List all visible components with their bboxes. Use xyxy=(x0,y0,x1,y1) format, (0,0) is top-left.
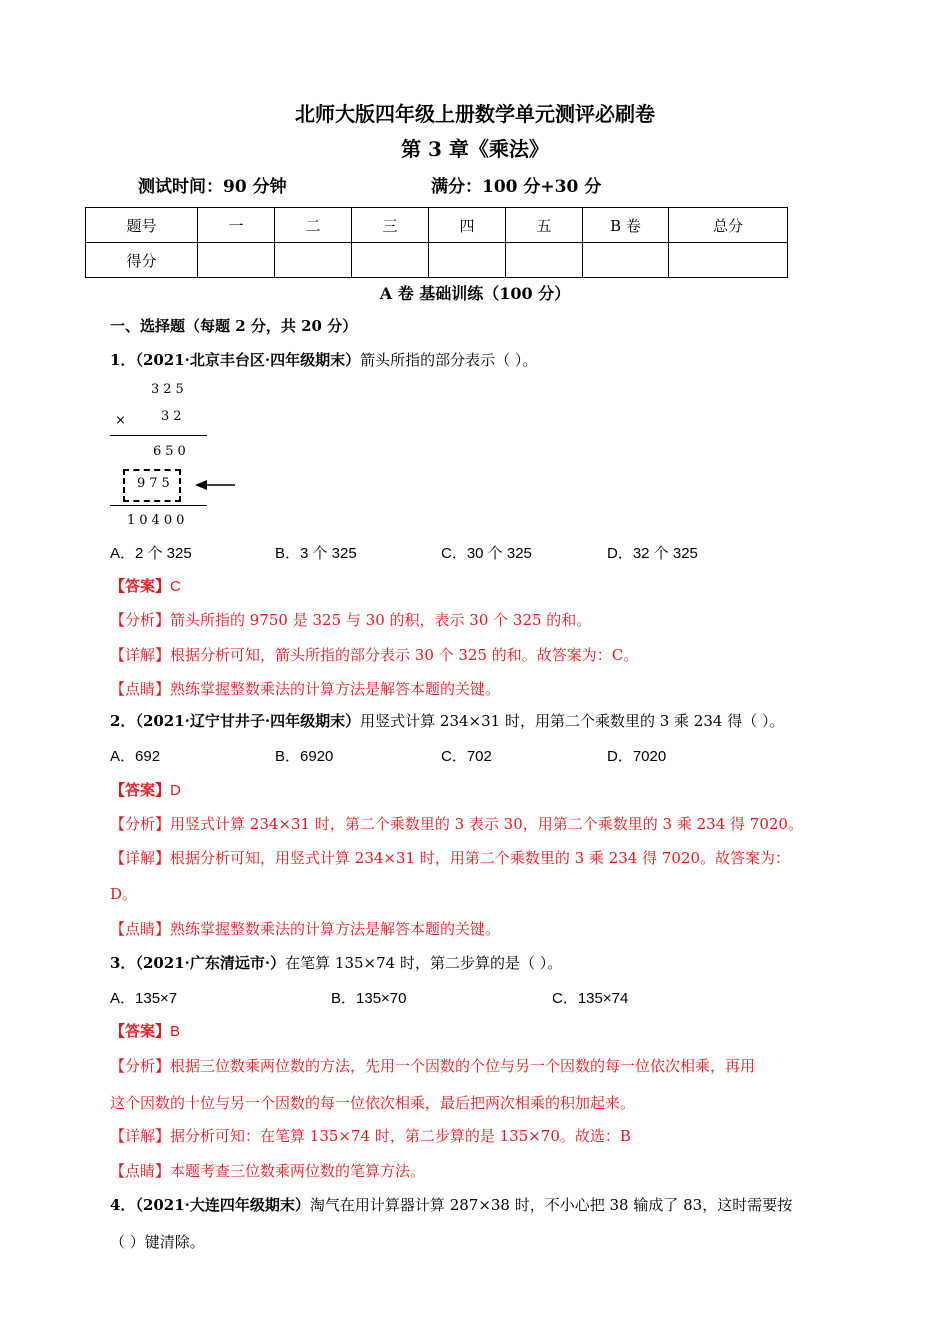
detail-text: 根据分析可知，用竖式计算 234×31 时，用第二个乘数里的 3 乘 234 得 7020。故答案为： xyxy=(170,849,791,867)
note-text: 本题考查三位数乘两位数的笔算方法。 xyxy=(170,1162,426,1180)
score-cell[interactable] xyxy=(352,243,429,278)
option-b[interactable]: B．3 个 325 xyxy=(275,545,357,562)
note-line xyxy=(110,1161,425,1181)
analysis-text: 用竖式计算 234×31 时，第二个乘数里的 3 表示 30，用第二个乘数里的 3 乘 234 得 7020。 xyxy=(170,815,803,833)
detail-line xyxy=(110,1126,631,1146)
option-a[interactable]: A．135×7 xyxy=(110,990,178,1007)
question-source: （2021·广东清远市·） xyxy=(135,954,286,972)
chapter-title: 第 3 章《乘法》 xyxy=(401,137,549,161)
score-table-score-row xyxy=(86,243,788,278)
table-header-cell: 一 xyxy=(198,208,275,243)
table-header-cell: 四 xyxy=(429,208,506,243)
table-header-cell: 题号 xyxy=(86,208,198,243)
part-one-heading: 一、选择题（每题 2 分，共 20 分） xyxy=(110,317,358,335)
question-number: 1． xyxy=(110,351,136,369)
analysis-line xyxy=(110,1056,755,1076)
analysis-tag: 【分析】 xyxy=(110,815,171,833)
detail-text: 根据分析可知，箭头所指的部分表示 30 个 325 的和。故答案为：C。 xyxy=(170,646,639,664)
analysis-line xyxy=(110,610,591,630)
note-text: 熟练掌握整数乘法的计算方法是解答本题的关键。 xyxy=(170,920,501,938)
question-source: （2021·辽宁甘井子·四年级期末） xyxy=(135,712,361,730)
answer-value: B xyxy=(170,1023,181,1040)
note-text: 熟练掌握整数乘法的计算方法是解答本题的关键。 xyxy=(170,680,501,698)
question-source: （2021·北京丰台区·四年级期末） xyxy=(135,351,361,369)
analysis-line-continued: 这个因数的十位与另一个因数的每一位依次相乘，最后把两次相乘的积加起来。 xyxy=(110,1094,636,1112)
arrow-left-icon xyxy=(195,477,237,493)
partial-product-1: 650 xyxy=(153,444,190,459)
partial-product-2: 975 xyxy=(137,476,174,491)
score-cell[interactable] xyxy=(198,243,275,278)
analysis-text: 根据三位数乘两位数的方法，先用一个因数的个位与另一个因数的每一位依次相乘，再用 xyxy=(170,1057,756,1075)
option-c[interactable]: C．30 个 325 xyxy=(441,545,532,562)
table-header-cell: 五 xyxy=(506,208,583,243)
answer-tag: 【答案】 xyxy=(110,577,171,595)
question-stem: 箭头所指的部分表示（ ）。 xyxy=(360,351,538,369)
note-tag: 【点睛】 xyxy=(110,680,171,698)
question-1 xyxy=(110,350,537,370)
score-table xyxy=(85,207,788,278)
score-cell[interactable] xyxy=(669,243,788,278)
option-d[interactable]: D．7020 xyxy=(607,748,667,765)
answer-line xyxy=(110,576,181,597)
calc-line-bottom xyxy=(110,505,207,506)
option-c[interactable]: C．135×74 xyxy=(552,990,629,1007)
score-cell[interactable] xyxy=(583,243,669,278)
question-3 xyxy=(110,953,562,973)
table-header-cell: 三 xyxy=(352,208,429,243)
analysis-line xyxy=(110,814,803,834)
table-header-cell: 总分 xyxy=(669,208,788,243)
option-a[interactable]: A．692 xyxy=(110,748,161,765)
detail-tag: 【详解】 xyxy=(110,646,171,664)
option-c[interactable]: C．702 xyxy=(441,748,492,765)
note-line xyxy=(110,919,500,939)
full-score: 满分：100 分+30 分 xyxy=(431,177,602,197)
question-stem: 用竖式计算 234×31 时，用第二个乘数里的 3 乘 234 得（ ）。 xyxy=(360,712,785,730)
detail-line xyxy=(110,645,638,665)
option-b[interactable]: B．6920 xyxy=(275,748,334,765)
question-number: 4． xyxy=(110,1196,136,1214)
score-table-header-row xyxy=(86,208,788,243)
answer-line xyxy=(110,780,181,801)
question-source: （2021·大连四年级期末） xyxy=(135,1196,310,1214)
option-d[interactable]: D．32 个 325 xyxy=(607,545,698,562)
detail-tag: 【详解】 xyxy=(110,849,171,867)
section-a-heading: A 卷 基础训练（100 分） xyxy=(379,284,571,303)
table-header-cell: B 卷 xyxy=(583,208,669,243)
answer-value: C xyxy=(170,578,181,595)
analysis-text: 箭头所指的 9750 是 325 与 30 的积，表示 30 个 325 的和。 xyxy=(170,611,592,629)
analysis-tag: 【分析】 xyxy=(110,1057,171,1075)
multiplicand: 325 xyxy=(151,382,188,397)
detail-tag: 【详解】 xyxy=(110,1127,171,1145)
question-2 xyxy=(110,711,784,731)
score-cell[interactable] xyxy=(275,243,352,278)
test-time: 测试时间：90 分钟 xyxy=(138,177,287,197)
score-cell[interactable] xyxy=(429,243,506,278)
answer-line xyxy=(110,1021,180,1042)
option-a[interactable]: A．2 个 325 xyxy=(110,545,192,562)
note-tag: 【点睛】 xyxy=(110,920,171,938)
question-stem-continued: （ ）键清除。 xyxy=(110,1233,205,1251)
question-number: 2． xyxy=(110,712,136,730)
question-4 xyxy=(110,1195,792,1215)
detail-line xyxy=(110,848,790,868)
answer-value: D xyxy=(170,782,181,799)
analysis-tag: 【分析】 xyxy=(110,611,171,629)
answer-tag: 【答案】 xyxy=(110,781,171,799)
calc-line-top xyxy=(110,435,207,436)
table-row-label: 得分 xyxy=(86,243,198,278)
question-number: 3． xyxy=(110,954,136,972)
note-tag: 【点睛】 xyxy=(110,1162,171,1180)
times-sign: × xyxy=(115,413,130,428)
product-result: 10400 xyxy=(127,513,189,528)
detail-line-continued: D。 xyxy=(110,885,138,903)
option-b[interactable]: B．135×70 xyxy=(331,990,407,1007)
multiplier: 32 xyxy=(161,409,186,424)
answer-tag: 【答案】 xyxy=(110,1022,171,1040)
question-stem: 在笔算 135×74 时，第二步算的是（ ）。 xyxy=(285,954,563,972)
table-header-cell: 二 xyxy=(275,208,352,243)
question-stem: 淘气在用计算器计算 287×38 时，不小心把 38 输成了 83，这时需要按 xyxy=(309,1196,793,1214)
note-line xyxy=(110,679,500,699)
document-title: 北师大版四年级上册数学单元测评必刷卷 xyxy=(295,102,655,126)
score-cell[interactable] xyxy=(506,243,583,278)
detail-text: 据分析可知：在笔算 135×74 时，第二步算的是 135×70。故选：B xyxy=(170,1127,631,1145)
